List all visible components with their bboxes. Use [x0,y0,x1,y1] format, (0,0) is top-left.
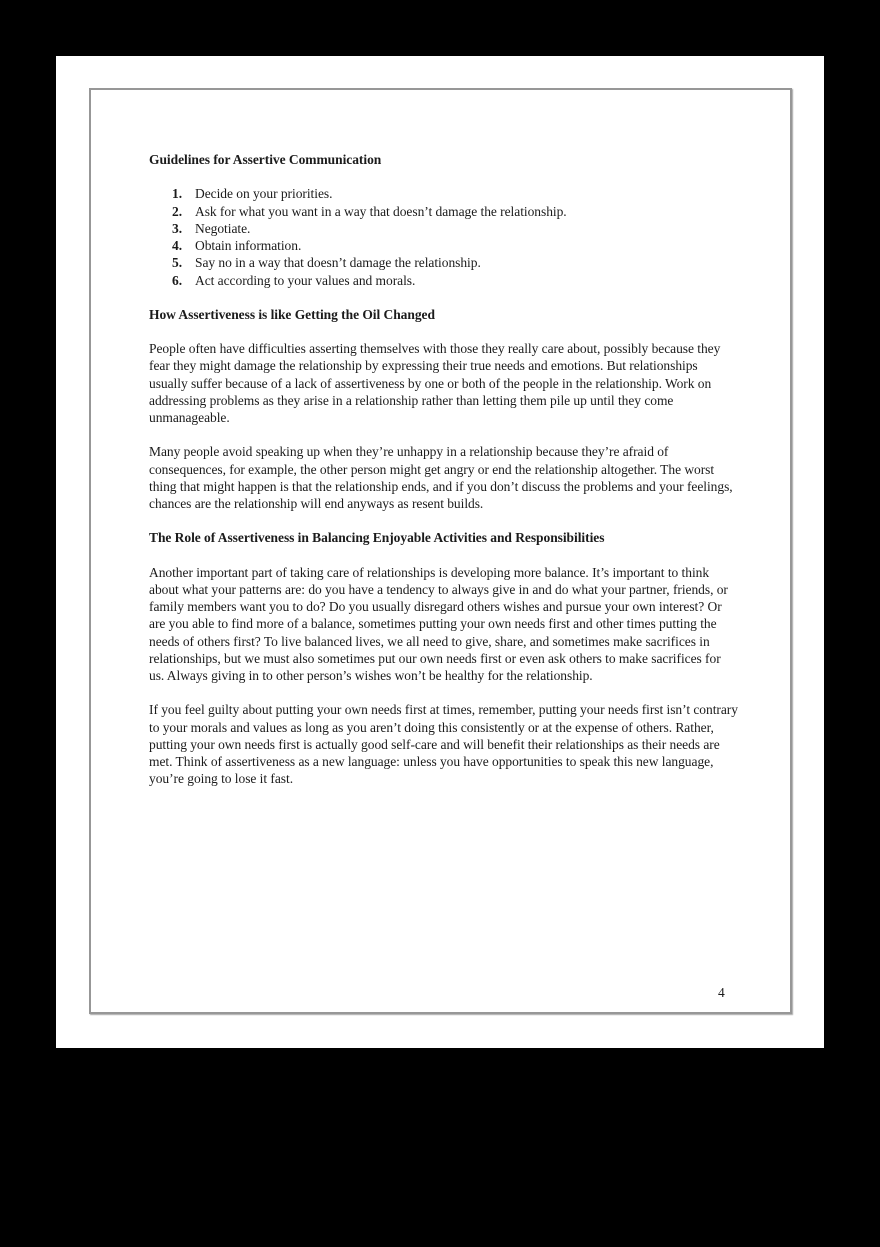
list-item [149,185,739,202]
paragraph-oil-2: Many people avoid speaking up when they’re unhappy in a relationship because they’re afraid of consequences, for example, the other person might get angry or end the relationship altogether. The worst thing that might happen is that the relationship ends, and if you don’t discuss the problems and your feelings, chances are the relationship will end anyways as resent builds. [149,444,733,511]
heading-guidelines: Guidelines for Assertive Communication [149,152,382,167]
list-item-number: 4. [172,238,183,253]
list-item [149,272,739,289]
list-item-text: Act according to your values and morals. [195,272,416,288]
page-number: 4 [718,985,725,1000]
list-item-text: Decide on your priorities. [195,186,333,202]
numbered-list [149,185,739,289]
list-item [149,203,739,220]
list-item-text: Ask for what you want in a way that doesn’t damage the relationship. [195,203,567,219]
list-item-text: Negotiate. [195,220,251,236]
document-page [56,56,824,1048]
list-item-number: 5. [172,255,183,271]
list-item-number: 6. [172,272,183,288]
list-item [149,254,739,271]
paragraph-oil-1: People often have difficulties asserting themselves with those they really care about, possibly because they fear they might damage the relationship by expressing their true needs and emotions. But relationships usually suffer because of a lack of assertiveness by one or both of the people in the relationship. Work on addressing problems as they arise in a relationship rather than letting them pile up until they come unmanageable. [149,341,721,425]
list-item-number: 3. [172,220,183,236]
document-content [149,151,739,805]
heading-oil-change: How Assertiveness is like Getting the Oil Changed [149,306,435,322]
list-item-text: Say no in a way that doesn’t damage the relationship. [195,255,481,271]
list-item-text: Obtain information. [195,238,302,253]
list-item-number: 2. [172,203,183,219]
paragraph-balance-1: Another important part of taking care of relationships is developing more balance. It’s important to think about what your patterns are: do you have a tendency to always give in and do what your partner, friends, or family members want you to do? Do you usually disregard others wishes and pursue your own interest? Or are you able to find more of a balance, sometimes putting your own needs first and other times putting the needs of others first? To live balanced lives, we all need to give, share, and sometimes make sacrifices in relationships, but we must also sometimes put our own needs first or even ask others to make sacrifices for us. Always giving in to other person’s wishes won’t be healthy for the relationship. [149,564,728,683]
list-item [149,237,739,254]
list-item [149,220,739,237]
paragraph-balance-2: If you feel guilty about putting your own needs first at times, remember, putting your needs first isn’t contrary to your morals and values as long as you aren’t doing this consistently or at the expense of others. Rather, putting your own needs first is actually good self-care and will benefit their relationships as their needs are met. Think of assertiveness as a new language: unless you have opportunities to speak this new language, you’re going to lose it fast. [149,702,738,787]
heading-balance: The Role of Assertiveness in Balancing Enjoyable Activities and Responsibilities [149,530,605,546]
list-item-number: 1. [172,186,183,202]
